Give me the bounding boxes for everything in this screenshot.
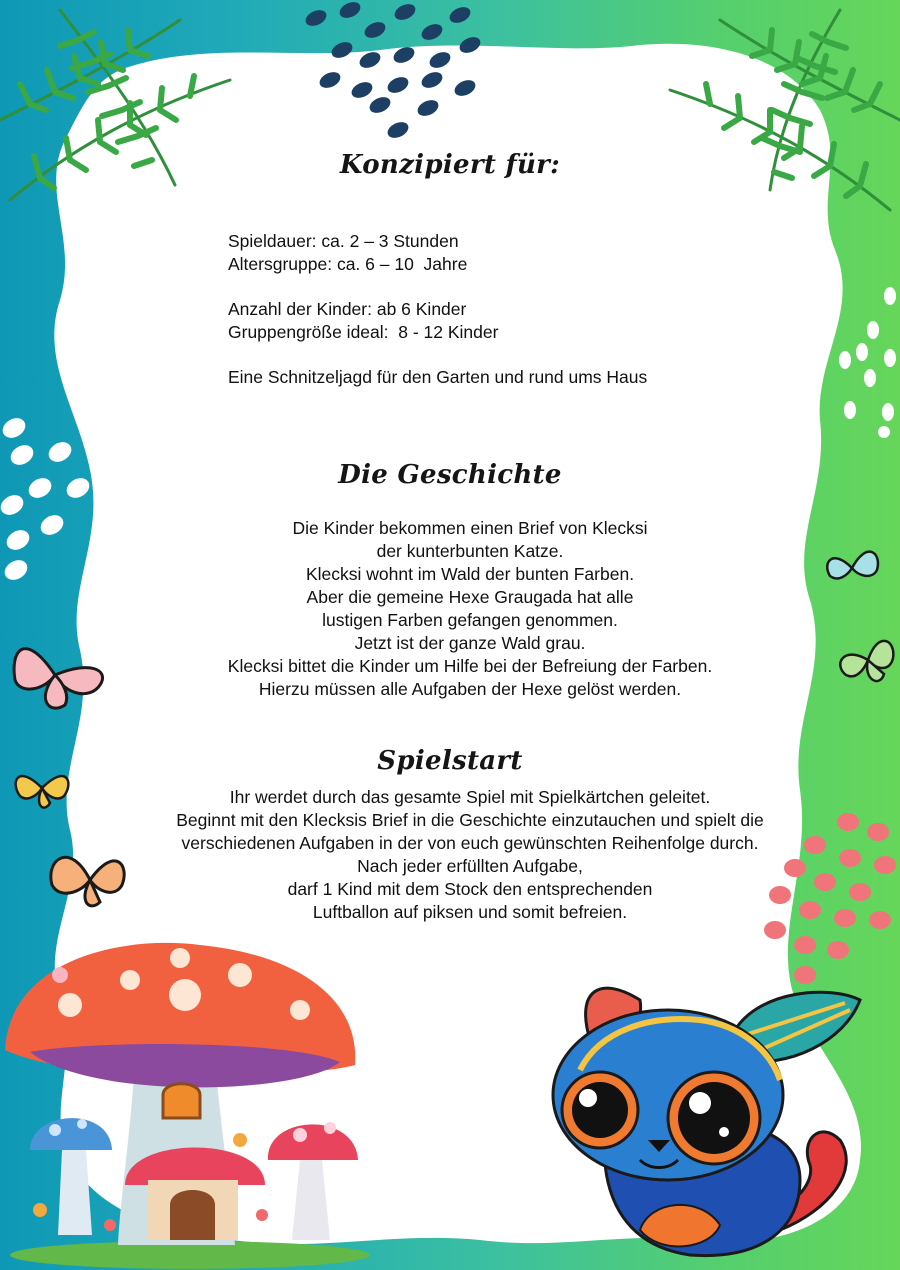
text-line: Beginnt mit den Klecksis Brief in die Geschichte einzutauchen und spielt die: [176, 810, 764, 830]
heading-designed-for: Konzipiert für:: [339, 150, 561, 180]
game-start-block: [120, 786, 820, 924]
spacer: [228, 344, 748, 366]
text-line: Klecksi bittet die Kinder um Hilfe bei der Befreiung der Farben.: [227, 656, 713, 676]
text-line: Nach jeder erfüllten Aufgabe,: [357, 856, 583, 876]
butterfly-blue: [827, 552, 878, 579]
text-line: lustigen Farben gefangen genommen.: [322, 610, 618, 630]
text-line: Jetzt ist der ganze Wald grau.: [354, 633, 586, 653]
text-line: Hierzu müssen alle Aufgaben der Hexe gelöst werden.: [258, 679, 682, 699]
text-line: Klecksi wohnt im Wald der bunten Farben.: [305, 564, 635, 584]
text-line: Spieldauer: ca. 2 – 3 Stunden: [228, 231, 459, 251]
designed-for-block: [228, 230, 748, 389]
white-dots-left: [0, 414, 93, 584]
text-line: Luftballon auf piksen und somit befreien.: [312, 902, 628, 922]
spacer: [228, 276, 748, 298]
text-line: verschiedenen Aufgaben in der von euch gewünschten Reihenfolge durch.: [181, 833, 759, 853]
heading-game-start: Spielstart: [377, 746, 523, 776]
text-line: Ihr werdet durch das gesamte Spiel mit Spielkärtchen geleitet.: [229, 787, 711, 807]
text-line: Gruppengröße ideal: 8 - 12 Kinder: [228, 322, 499, 342]
butterfly-yellow: [16, 776, 69, 808]
heading-story: Die Geschichte: [338, 460, 562, 490]
text-line: Eine Schnitzeljagd für den Garten und rund ums Haus: [228, 367, 648, 387]
text-line: Altersgruppe: ca. 6 – 10 Jahre: [228, 254, 468, 274]
text-line: Die Kinder bekommen einen Brief von Klecksi: [292, 518, 648, 538]
text-line: Anzahl der Kinder: ab 6 Kinder: [228, 299, 467, 319]
text-line: Aber die gemeine Hexe Graugada hat alle: [306, 587, 634, 607]
butterfly-green: [840, 641, 893, 681]
story-block: [120, 517, 820, 701]
text-line: darf 1 Kind mit dem Stock den entsprechenden: [287, 879, 653, 899]
text-line: der kunterbunten Katze.: [376, 541, 564, 561]
white-dots-right: [839, 287, 896, 438]
